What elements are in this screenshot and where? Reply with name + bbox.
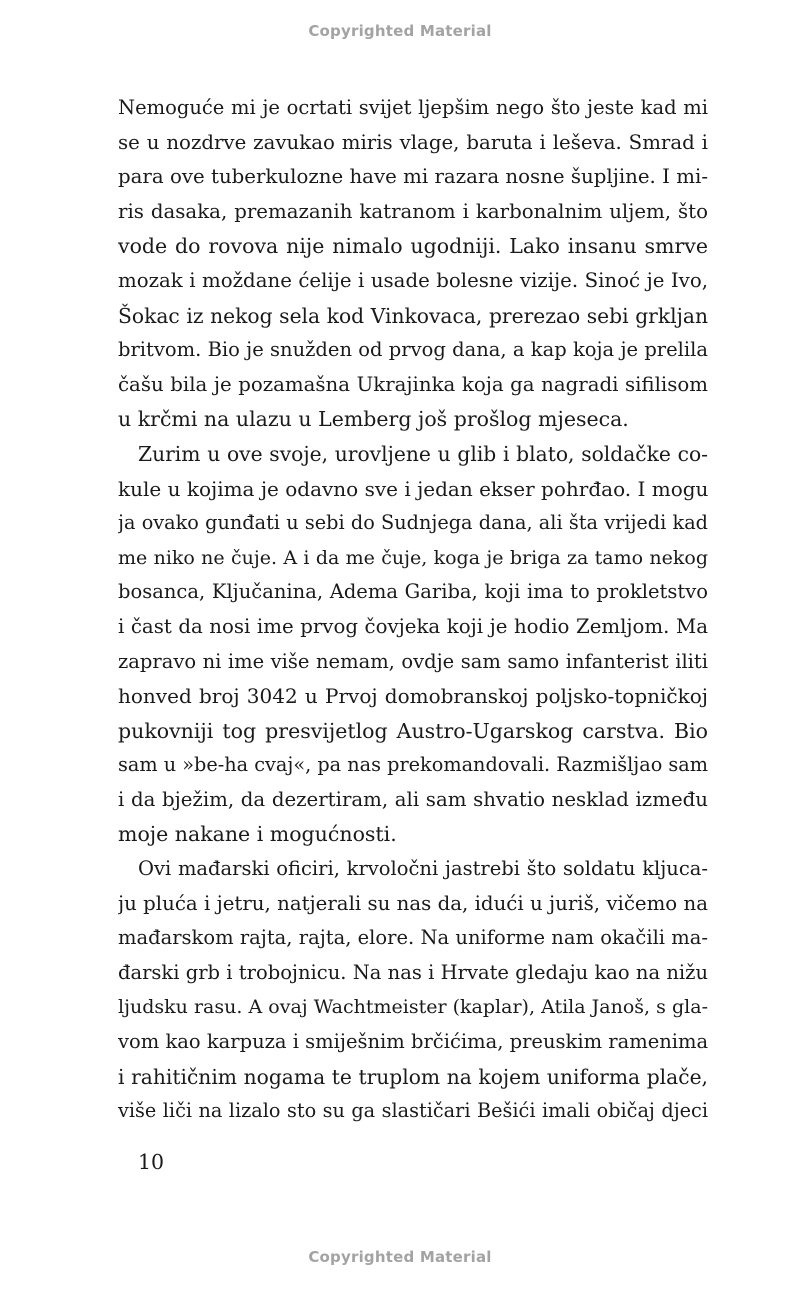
page-number: 10 <box>138 1150 165 1174</box>
text-line: moje nakane i mogućnosti. <box>118 822 397 847</box>
text-line: bosanca, Ključanina, Adema Gariba, koji ima to prokletstvo <box>118 580 708 604</box>
text-line: i čast da nosi ime prvog čovjeka koji je hodio Zemljom. Ma <box>118 614 708 638</box>
text-line: Ovi mađarski oficiri, krvoločni jastrebi što soldatu kljuca- <box>138 857 708 881</box>
text-line: ju pluća i jetru, natjerali su nas da, idući u juriš, vičemo na <box>118 891 708 915</box>
text-line: Nemoguće mi je ocrtati svijet ljepšim nego što jeste kad mi <box>118 96 708 119</box>
text-line: sam u »be-ha cvaj«, pa nas prekomandovali. Razmišljao sam <box>118 753 708 777</box>
text-line: kule u kojima je odavno sve i jedan ekser pohrđao. I mogu <box>118 476 708 501</box>
text-line: čašu bila je pozamašna Ukrajinka koja ga nagradi sifilisom <box>118 372 708 396</box>
text-line: britvom. Bio je snužden od prvog dana, a kap koja je prelila <box>118 338 708 362</box>
text-line: mađarskom rajta, rajta, elore. Na uniforme nam okačili ma- <box>118 926 708 950</box>
text-line: vom kao karpuza i smiješnim brčićima, preuskim ramenima <box>118 1030 708 1054</box>
text-line: više liči na lizalo sto su ga slastičari Bešići imali običaj djeci <box>118 1099 708 1123</box>
text-line: ja ovako gunđati u sebi do Sudnjega dana, ali šta vrijedi kad <box>118 511 708 535</box>
text-line: me niko ne čuje. A i da me čuje, koga je briga za tamo nekog <box>118 546 708 569</box>
text-line: đarski grb i trobojnicu. Na nas i Hrvate gledaju kao na nižu <box>118 960 708 984</box>
text-line: ljudsku rasu. A ovaj Wachtmeister (kaplar), Atila Janoš, s gla- <box>118 996 708 1019</box>
text-line: vode do rovova nije nimalo ugodniji. Lako insanu smrve <box>118 234 708 259</box>
text-line: zapravo ni ime više nemam, ovdje sam samo infanterist iliti <box>118 649 708 673</box>
page-body-text <box>118 91 708 1129</box>
text-line: u krčmi na ulazu u Lemberg još prošlog mjeseca. <box>118 407 629 432</box>
text-line: Šokac iz nekog sela kod Vinkovaca, prerezao sebi grkljan <box>118 303 708 328</box>
text-line: honved broj 3042 u Prvoj domobranskoj poljsko-topničkoj <box>118 684 708 709</box>
text-line: ris dasaka, premazanih katranom i karbonalnim uljem, što <box>118 199 708 223</box>
text-line: i rahitičnim nogama te truplom na kojem uniforma plače, <box>118 1064 708 1089</box>
text-line: pukovniji tog presvijetlog Austro-Ugarskog carstva. Bio <box>118 718 708 743</box>
copyright-watermark-bottom: Copyrighted Material <box>308 1248 492 1266</box>
text-line: se u nozdrve zavukao miris vlage, baruta i leševa. Smrad i <box>118 130 708 154</box>
text-line: para ove tuberkulozne have mi razara nosne šupljine. I mi- <box>118 165 708 189</box>
text-line: Zurim u ove svoje, urovljene u glib i blato, soldačke co- <box>138 441 708 466</box>
text-line: mozak i moždane ćelije i usade bolesne vizije. Sinoć je Ivo, <box>118 268 708 292</box>
text-line: i da bježim, da dezertiram, ali sam shvatio nesklad između <box>118 787 708 811</box>
copyright-watermark-top: Copyrighted Material <box>308 22 492 40</box>
